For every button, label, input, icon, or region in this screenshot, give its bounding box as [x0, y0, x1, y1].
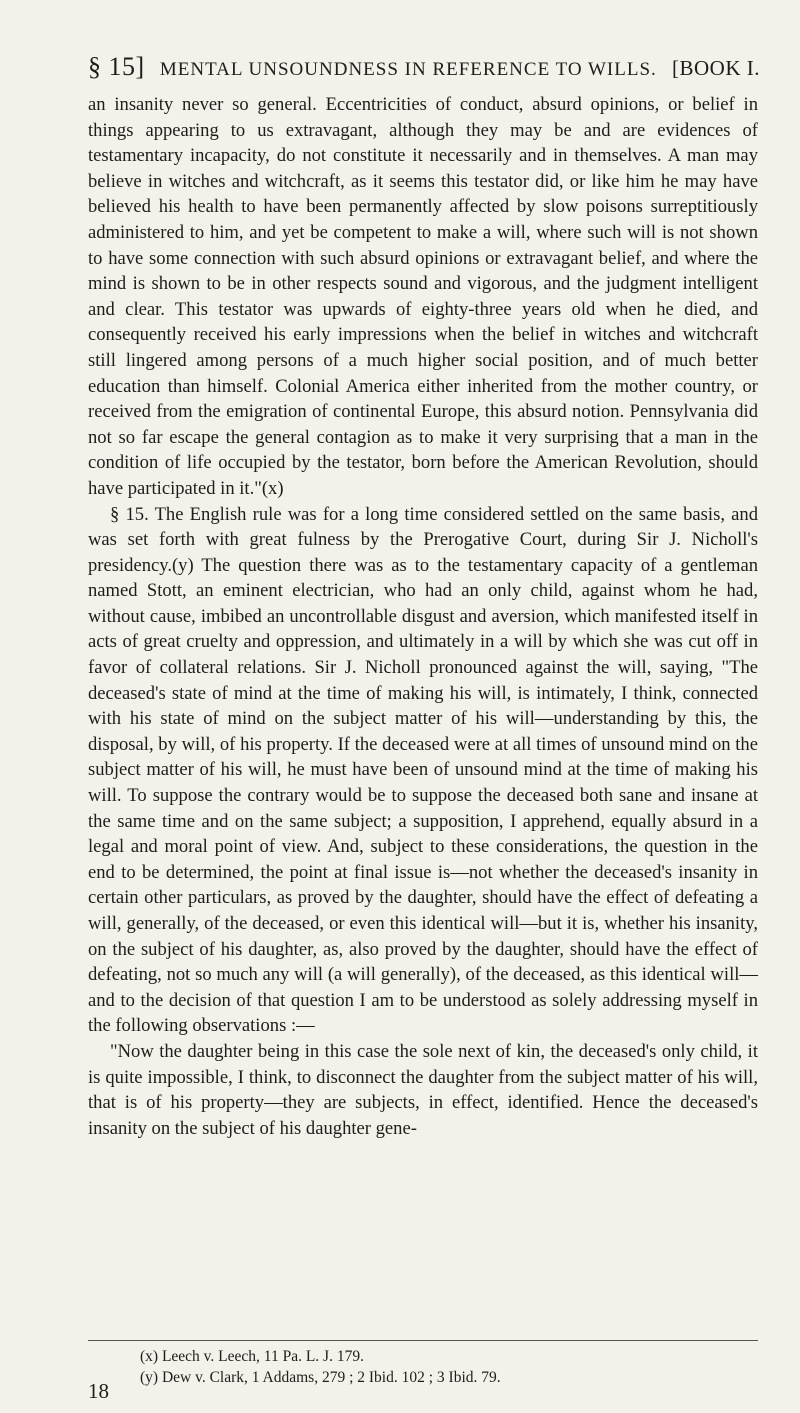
page-number: 18 — [88, 1379, 109, 1403]
footnote-divider — [88, 1340, 758, 1341]
paragraph-1: an insanity never so general. Eccentricities of conduct, absurd opinions, or belief in things appearing to us extravagant, although they may be and are evidences of testamentary incapacity, do not constitute it necessarily and in themselves. A man may believe in witches and witchcraft, as it seems this testator did, or like him he may have believed his health to have been permanently affected by slow poisons surreptitiously administered to him, and yet be competent to make a will, where such will is not shown to have some connection with such absurd opinions or extravagant belief, and where the mind is shown to be in other respects sound and vigorous, and the judgment intelligent and clear. This testator was upwards of eighty-three years old when he died, and consequently received his early impressions when the belief in witches and witchcraft still lingered among persons of a much higher social position, and of much better education than himself. Colonial America either inherited from the mother country, or received from the emigration of continental Europe, this absurd notion. Pennsylvania did not so far escape the general contagion as to make it very surprising that a man in the condition of life occupied by the testator, born before the American Revolution, should have participated in it."(x) — [88, 94, 758, 499]
header-book: [BOOK I. — [671, 56, 760, 80]
header-title: MENTAL UNSOUNDNESS IN REFERENCE TO WILLS. — [159, 59, 657, 80]
header-section: § 15] — [88, 52, 145, 81]
footnote-y: (y) Dew v. Clark, 1 Addams, 279 ; 2 Ibid. 102 ; 3 Ibid. 79. — [140, 1369, 501, 1386]
paragraph-3: "Now the daughter being in this case the sole next of kin, the deceased's only child, it is quite impossible, I think, to disconnect the daughter from the subject matter of his will, that is of his property—they are subjects, in effect, identified. Hence the deceased's insanity on the subject of his daughter gene- — [88, 1040, 758, 1139]
running-header — [88, 52, 760, 82]
body-text — [88, 92, 758, 1141]
footnote-x: (x) Leech v. Leech, 11 Pa. L. J. 179. — [140, 1348, 364, 1365]
paragraph-2: § 15. The English rule was for a long time considered settled on the same basis, and was set forth with great fulness by the Prerogative Court, during Sir J. Nicholl's presidency.(y) The question there was as to the testamentary capacity of a gentleman named Stott, an eminent electrician, who had an only child, against whom he had, without cause, imbibed an uncontrollable disgust and aversion, which manifested itself in acts of great cruelty and oppression, and ultimately in a will by which she was cut off in favor of collateral relations. Sir J. Nicholl pronounced against the will, saying, "The deceased's state of mind at the time of making his will, is intimately, I think, connected with his state of mind on the subject matter of his will—understanding by this, the disposal, by will, of his property. If the deceased were at all times of unsound mind on the subject matter of his will, he must have been of unsound mind at the time of making his will. To suppose the contrary would be to suppose the deceased both sane and insane at the same time and on the same subject; a supposition, I apprehend, equally absurd in a legal and moral point of view. And, subject to these considerations, the question in the end to be determined, the point at final issue is—not whether the deceased's insanity in certain other particulars, as proved by the daughter, should have the effect of defeating a will, generally, of the deceased, or even this identical will—but it is, whether his insanity, on the subject of his daughter, as, also proved by the daughter, should have the effect of defeating, not so much any will (a will generally), of the deceased, as this identical will—and to the decision of that question I am to be understood as solely addressing myself in the following observations :— — [88, 503, 758, 1037]
footnotes — [140, 1346, 760, 1388]
